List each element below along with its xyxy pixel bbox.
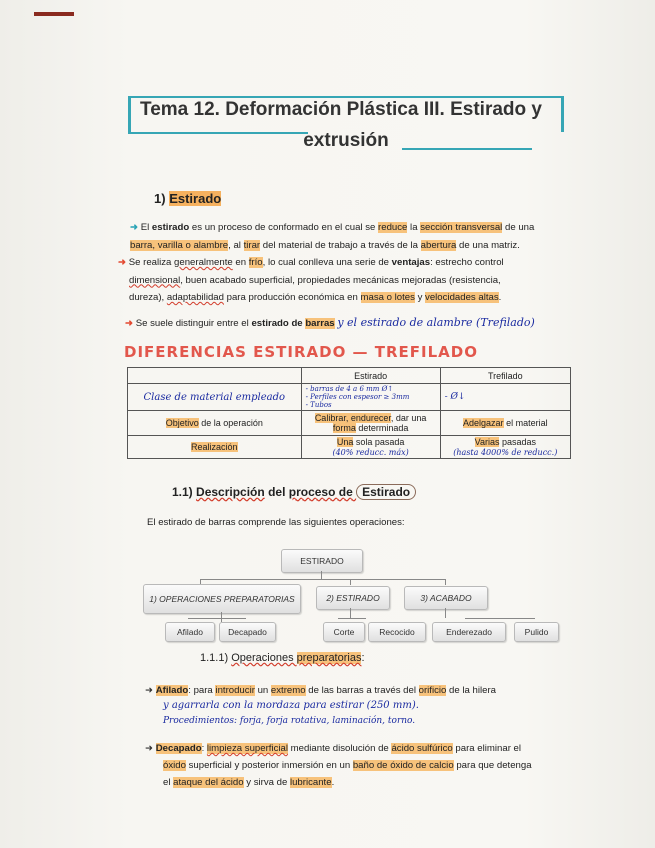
paragraph-definition: ➜ El estirado es un proceso de conformado en el cual se reduce la sección transversal de una barra, varilla o alambre, al tirar del material de trabajo a través de la abertura de una matriz.: [130, 222, 535, 251]
section-heading-descripcion: 1.1) Descripción del proceso de Estirado: [172, 485, 416, 499]
table-header: Trefilado: [440, 368, 570, 384]
page-title-line1: Tema 12. Deformación Plástica III. Estirado y: [140, 99, 542, 120]
paragraph-afilado: ➜ Afilado: para introducir un extremo de las barras a través del orificio de la hilera y agarrarla con la mordaza para estirar (250 mm). Procedimientos: forja, forja rotativa, laminación, torno.: [145, 685, 496, 726]
table-row: Objetivo de la operación Calibrar, endurecer, dar una forma determinada Adelgazar el material: [128, 411, 571, 436]
diagram-leaf-afilado: Afilado: [165, 622, 215, 642]
diagram-root-estirado: ESTIRADO: [281, 549, 363, 573]
arrow-icon: ➜: [125, 318, 134, 329]
table-header: Estirado: [301, 368, 440, 384]
diagram-group-preparatorias: 1) OPERACIONES PREPARATORIAS: [143, 584, 301, 614]
table-row: Clase de material empleado - barras de 4 a 6 mm Ø↑ - Perfiles con espesor ≥ 3mm - Tubos - Ø↓: [128, 384, 571, 411]
arrow-icon: ➜: [130, 222, 139, 233]
handwritten-diferencias: DIFERENCIAS ESTIRADO — TREFILADO: [124, 343, 478, 361]
arrow-icon: ➜: [145, 743, 154, 754]
title-frame: [128, 94, 564, 156]
diagram-leaf-pulido: Pulido: [514, 622, 559, 642]
section-heading-estirado: 1) Estirado: [154, 191, 222, 206]
table-row: Realización Una sola pasada (40% reducc. máx) Varias pasadas (hasta 4000% de reducc.): [128, 436, 571, 459]
diagram-group-estirado: 2) ESTIRADO: [316, 586, 390, 610]
paragraph-ventajas: ➜ Se realiza generalmente en frío, lo cual conlleva una serie de ventajas: estrecho control dimensional, buen acabado superficial, propiedades mecánicas mejoradas (resistencia, dureza), adaptabilidad para producción económica en masa o lotes y velocidades altas.: [118, 257, 504, 303]
diagram-leaf-recocido: Recocido: [368, 622, 426, 642]
comparison-table: [127, 367, 571, 459]
paragraph-decapado: ➜ Decapado: limpieza superficial mediante disolución de ácido sulfúrico para eliminar el óxido superficial y posterior inmersión en un baño de óxido de calcio para que detenga el ataque del ácido y sirva de lubricante.: [145, 743, 532, 788]
arrow-icon: ➜: [118, 257, 127, 268]
page-title-line2: extrusión: [303, 130, 389, 151]
table-header: [128, 368, 302, 384]
paragraph-distincion: ➜ Se suele distinguir entre el estirado de barras y el estirado de alambre (Trefilado): [125, 316, 535, 329]
page-mark: [34, 12, 74, 16]
diagram-leaf-enderezado: Enderezado: [432, 622, 506, 642]
section-heading-preparatorias: 1.1.1) Operaciones preparatorias:: [200, 652, 365, 664]
diagram-group-acabado: 3) ACABADO: [404, 586, 488, 610]
arrow-icon: ➜: [145, 685, 154, 696]
diagram-leaf-decapado: Decapado: [219, 622, 276, 642]
diagram-leaf-corte: Corte: [323, 622, 365, 642]
intro-text: El estirado de barras comprende las siguientes operaciones:: [147, 517, 405, 528]
